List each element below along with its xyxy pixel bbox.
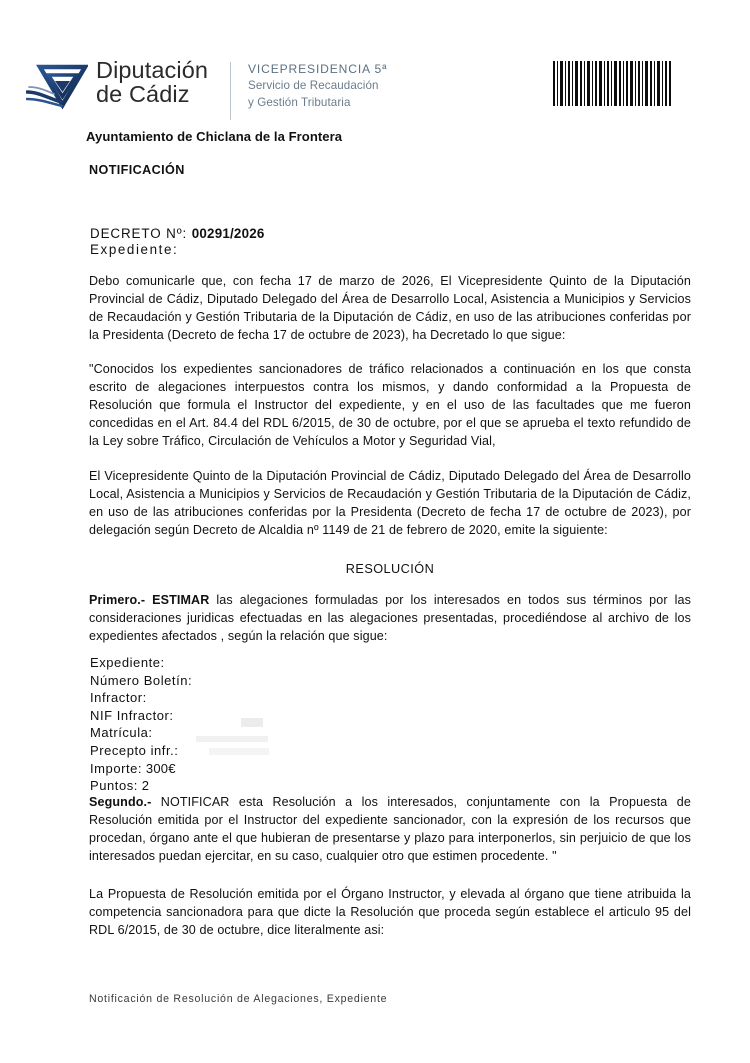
primero-text: las alegaciones formuladas por los interesados en todos sus términos por las consideraciones juridicas efectuadas en las alegaciones presentadas, procediéndose al archivo de los expedientes afectados , según la relación que sigue: <box>89 593 691 644</box>
decreto-line <box>90 226 265 241</box>
logo-line-2: de Cádiz <box>96 81 190 108</box>
record-field-row <box>90 724 192 742</box>
logo-line-1: Diputación <box>96 57 209 83</box>
record-field-list <box>90 654 192 795</box>
barcode-icon <box>551 60 673 107</box>
vicepresidencia-line-2: Servicio de Recaudación <box>248 79 379 93</box>
segundo-label: Segundo.- <box>89 795 152 809</box>
vicepresidencia-line-3: y Gestión Tributaria <box>248 95 351 109</box>
record-field-row <box>90 707 192 725</box>
paragraph-1: Debo comunicarle que, con fecha 17 de marzo de 2026, El Vicepresidente Quinto de la Diputación Provincial de Cádiz, Diputado Delegado del Área de Desarrollo Local, Asistencia a Municipios y Servicios de Recaudación y Gestión Tributaria de la Diputación de Cádiz, en uso de las atribuciones conferidas por la Presidenta (Decreto de fecha 17 de octubre de 2023), ha Decretado lo que sigue: <box>89 274 691 343</box>
paragraph-2: "Conocidos los expedientes sancionadores de tráfico relacionados a continuación en los que consta escrito de alegaciones interpuestos contra los mismos, y dando conformidad a la Propuesta de Resolución que formula el Instructor del expediente, y en el uso de las facultades que me fueron concedidas en el Art. 84.4 del RDL 6/2015, de 30 de octubre, por el que se aprueba el texto refundido de la Ley sobre Tráfico, Circulación de Vehículos a Motor y Seguridad Vial, <box>89 362 691 449</box>
notification-title: NOTIFICACIÓN <box>89 163 185 177</box>
record-field-label: NIF Infractor: <box>90 707 174 723</box>
redaction-smudge <box>241 718 263 727</box>
redaction-smudge <box>196 736 268 742</box>
diputacion-de-cadiz-logo-icon <box>26 63 88 111</box>
paragraph-primero <box>89 591 691 645</box>
record-field-row <box>90 742 192 760</box>
paragraph-6: La Propuesta de Resolución emitida por el Órgano Instructor, y elevada al órgano que tiene atribuida la competencia sancionadora para que dicte la Resolución que proceda según establece el articulo 95 del RDL 6/2015, de 30 de octubre, dice literalmente asi: <box>89 887 691 938</box>
logo-wordmark <box>96 58 208 106</box>
vicepresidencia-block <box>248 61 387 111</box>
ayuntamiento-line: Ayuntamiento de Chiclana de la Frontera <box>86 129 343 144</box>
record-field-value: 2 <box>137 778 150 794</box>
record-field-label: Número Boletín: <box>90 672 193 688</box>
record-field-label: Expediente: <box>90 655 165 670</box>
decreto-number: 00291/2026 <box>191 226 265 241</box>
expediente-label-top: Expediente: <box>90 242 179 257</box>
segundo-text: NOTIFICAR esta Resolución a los interesados, conjuntamente con la Propuesta de Resolución emitida por el Instructor del expediente sancionador, con la expresión de los recursos que procedan, órgano ante el que hubieran de presentarse y plazo para interponerlos, sin perjuicio de que los interesados puedan ejercitar, en su caso, cualquier otro que estimen procedente. " <box>89 795 691 864</box>
paragraph-segundo <box>89 793 691 865</box>
record-field-row <box>90 654 192 672</box>
record-field-row <box>90 760 192 778</box>
record-field-label: Precepto infr.: <box>90 742 179 758</box>
brand-lockup <box>26 58 208 111</box>
decreto-label: DECRETO Nº: <box>90 226 188 241</box>
vicepresidencia-line-1: VICEPRESIDENCIA 5ª <box>248 62 388 76</box>
redaction-smudge <box>209 748 269 755</box>
resolucion-heading: RESOLUCIÓN <box>345 562 435 576</box>
record-field-label: Importe: <box>90 760 143 776</box>
primero-label: Primero.- ESTIMAR <box>89 593 210 607</box>
record-field-label: Matrícula: <box>90 725 153 741</box>
record-field-label: Infractor: <box>90 690 147 706</box>
document-footer: Notificación de Resolución de Alegaciones, Expediente <box>89 993 388 1005</box>
paragraph-3: El Vicepresidente Quinto de la Diputación Provincial de Cádiz, Diputado Delegado del Área de Desarrollo Local, Asistencia a Municipios y Servicios de Recaudación y Gestión Tributaria de la Diputación de Cádiz, en uso de las atribuciones conferidas por la Presidenta (Decreto de fecha 17 de octubre de 2023), por delegación según Decreto de Alcaldia nº 1149 de 21 de febrero de 2020, emite la siguiente: <box>89 469 691 538</box>
record-field-row <box>90 672 192 690</box>
record-field-label: Puntos: <box>90 778 138 794</box>
header-divider <box>230 62 231 120</box>
record-field-row <box>90 689 192 707</box>
record-field-value: 300€ <box>142 760 176 776</box>
